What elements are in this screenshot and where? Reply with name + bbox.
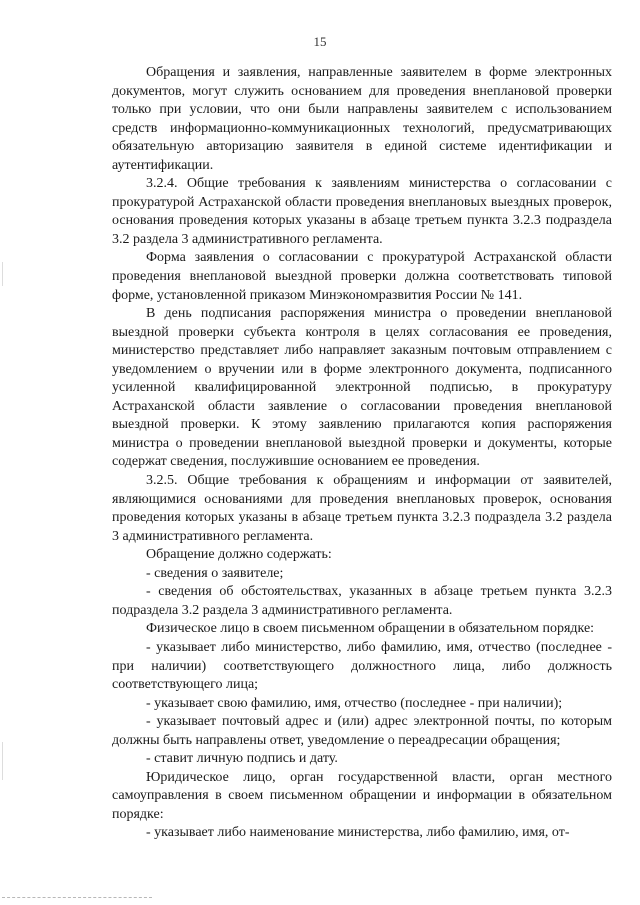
page-number: 15 xyxy=(313,34,327,49)
paragraph-section-3-2-5: 3.2.5. Общие требования к обращениям и информации от заявителей, являющимися основаниями для проведения внеплановых проверок, основания проведения которых указаны в абзаце третьем пункта 3.2.3 подраздела 3.2 раздела 3 административного регламента. xyxy=(112,473,612,544)
paragraph-electronic-appeals: Обращения и заявления, направленные заявителем в форме электронных документов, могут служить основанием для проведения внеплановой проверки только при условии, что они были направлены заявителем с использованием средств информационно-коммуникационных технологий, предусматривающих обязательную авторизацию заявителя в единой системе идентификации и аутентификации. xyxy=(112,65,612,173)
list-item-ministry-name: - указывает либо наименование министерства, либо фамилию, имя, от- xyxy=(146,825,570,841)
paragraph-section-3-2-4: 3.2.4. Общие требования к заявлениям министерства о согласовании с прокуратурой Астраханской области проведения внеплановых выездных проверок, основания проведения которых указаны в абзаце третьем пункта 3.2.3 подраздела 3.2 раздела 3 административного регламента. xyxy=(112,176,612,247)
paragraph-signing-day: В день подписания распоряжения министра о проведении внеплановой выездной проверки субъекта контроля в целях согласования ее проведения, министерство представляет либо направляет заказным почтовым отправлением с уведомлением о вручении или в форме электронного документа, подписанного усиленной квалифицированной электронной подписью, в прокуратуру Астраханской области заявление о согласовании проведения внеплановой выездной проверки. К этому заявлению прилагаются копия распоряжения министра о проведении внеплановой выездной проверки и документы, которые содержат сведения, послужившие основанием ее проведения. xyxy=(112,306,612,470)
list-item-addressee: - указывает либо министерство, либо фамилию, имя, отчество (последнее - при наличии) соответствующего должностного лица, либо должность соответствующего лица; xyxy=(112,639,612,693)
scan-margin-mark xyxy=(2,262,3,286)
list-item-circumstances: - сведения об обстоятельствах, указанных в абзаце третьем пункта 3.2.3 подраздела 3.2 раздела 3 административного регламента. xyxy=(112,584,612,618)
document-body xyxy=(112,64,612,843)
scan-bottom-rule xyxy=(2,897,152,898)
list-item-signature: - ставит личную подпись и дату. xyxy=(146,751,338,767)
list-item-own-name: - указывает свою фамилию, имя, отчество (последнее - при наличии); xyxy=(146,695,563,711)
scan-margin-mark xyxy=(2,742,3,780)
list-item-postal-address: - указывает почтовый адрес и (или) адрес электронной почты, по которым должны быть направлены ответ, уведомление о переадресации обращения; xyxy=(112,714,612,748)
paragraph-appeal-contents: Обращение должно содержать: xyxy=(146,547,332,563)
paragraph-application-form: Форма заявления о согласовании с прокуратурой Астраханской области проведения внеплановой выездной проверки должна соответствовать типовой форме, установленной приказом Минэкономразвития России № 141. xyxy=(112,250,612,303)
paragraph-individual-appeal: Физическое лицо в своем письменном обращении в обязательном порядке: xyxy=(146,621,595,637)
list-item-applicant-info: - сведения о заявителе; xyxy=(146,565,284,581)
paragraph-legal-entity-appeal: Юридическое лицо, орган государственной власти, орган местного самоуправления в своем письменном обращении и информации в обязательном порядке: xyxy=(112,769,612,822)
